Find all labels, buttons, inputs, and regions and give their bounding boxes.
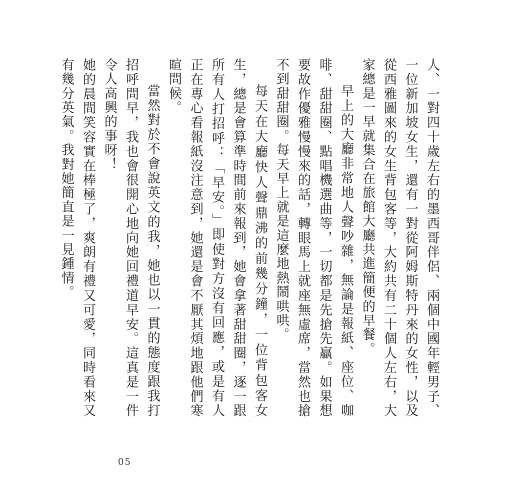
paragraph: 當然對於不會說英文的我，她也以一貫的態度跟我打招呼問早，我也會很開心地向她回禮道早安。這真是一件令人高興的事呀！ <box>101 58 160 418</box>
paragraph: 她的晨間笑容實在棒極了，爽朗有禮又可愛，同時看來又有幾分英氣。我對她簡直是一見鍾情。 <box>58 58 95 418</box>
page-number: 05 <box>118 458 132 468</box>
body-text <box>55 58 442 418</box>
paragraph: 早上的大廳非常地人聲吵雜，無論是報紙、座位、咖啡、甜甜圈、點唱機選曲等，一切都是先搶先贏。如果想要故作優雅慢慢來的話，轉眼馬上就座無虛席，當然也搶不到甜甜圈。每天早上就是這麼地熱鬧哄哄。 <box>273 58 353 418</box>
paragraph: 每天在大廳快人聲鼎沸的前幾分鐘，一位背包客女生，總是會算準時間前來報到，她會拿著甜甜圈，逐一跟所有人打招呼：「早安。」即使對方沒有回應，或是有人正在專心看報紙沒注意到，她還是會不厭其煩地跟他們寒暄問候。 <box>166 58 267 418</box>
paragraph: 人、一對四十歲左右的墨西哥伴侶、兩個中國年輕男子、一位新加坡女生，還有一對從阿姆斯特丹來的女性，以及從西雅圖來的女生背包客等，大約共有二十個人左右，大家總是一早就集合在旅館大廳共進簡便的早餐。 <box>359 58 439 418</box>
